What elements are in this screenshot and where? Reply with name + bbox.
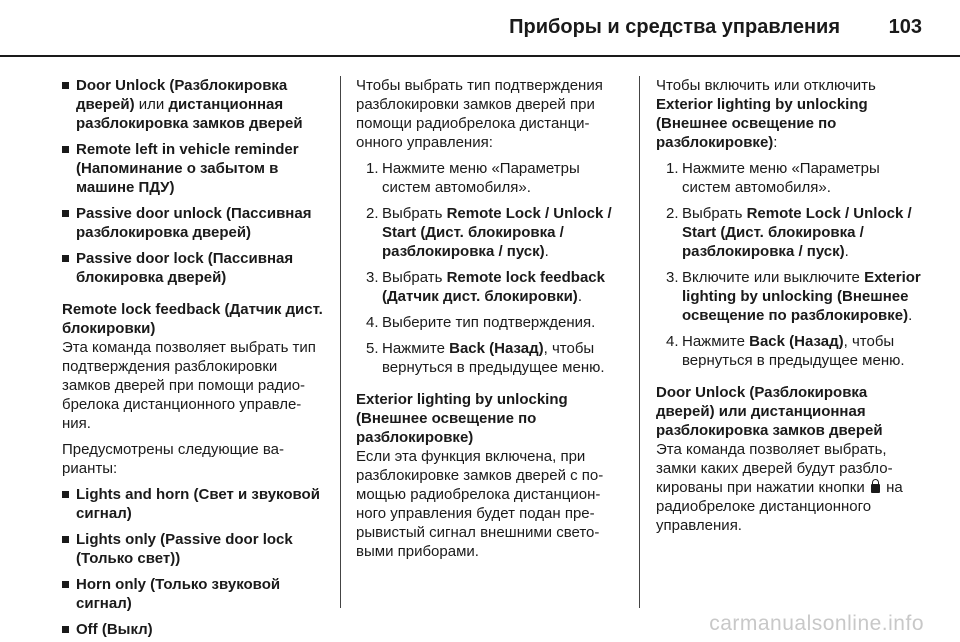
column-right [656,76,926,602]
section-heading: Door Unlock (Разблокировка дверей) или дистанционная разблокировка замков дверей [656,384,883,439]
bullet-icon [62,536,69,543]
steps-list [656,159,926,370]
steps-list [356,159,624,377]
step-menu-label: Back (Назад) [749,333,844,350]
step-text: Выбрать [682,205,747,222]
step-number: 4. [366,314,379,331]
step-text: , чтобы вернуться в предыдущее меню. [382,340,605,376]
section-body-text: Эта команда позволяет выбрать, замки каких дверей будут разбло-кированы при нажатии кнопки [656,441,893,496]
watermark: carmanualsonline.info [709,612,924,635]
step-text: Включите или выключите [682,269,865,286]
step-number: 1. [366,160,379,177]
step-number: 5. [366,340,379,357]
list-item [62,249,324,287]
step-menu-label: Exterior lighting by unlocking (Внешнее освещение по разблокировке) [682,269,921,324]
list-item-label: дистанционная разблокировка замков дверей [76,96,303,132]
intro-text-end: : [773,134,778,151]
list-item-label: Off (Выкл) [76,621,153,638]
section-body [656,440,926,535]
list-item-label: Lights and horn (Свет и звуковой сигнал) [76,486,320,522]
list-item [62,530,324,568]
step-number: 4. [666,333,679,350]
step-number: 2. [366,205,379,222]
column-divider [639,76,640,608]
list-item-label: Door Unlock (Разблокировка дверей) [76,77,288,113]
step-text: . [844,243,849,260]
step-text: Выберите тип подтверждения. [382,314,596,331]
section-exterior-lighting [356,390,624,561]
section-door-unlock [656,383,926,535]
list-item-label: Passive door unlock (Пассивная разблокировка дверей) [76,205,312,241]
step-item [656,268,926,325]
section-remote-lock-feedback [62,300,324,478]
section-heading: Exterior lighting by unlocking (Внешнее освещение по разблокировке) [356,391,568,446]
section-heading: Remote lock feedback (Датчик дист. блокировки) [62,301,323,337]
section-intro: Предусмотрены следующие ва-рианты: [62,441,284,477]
step-text: Нажмите меню «Параметры систем автомобиля». [382,160,580,196]
section-body: Эта команда позволяет выбрать тип подтверждения разблокировки замков дверей при помощи радио-брелока дистанционного управле-ния. [62,339,316,432]
intro-text: Чтобы выбрать тип подтверждения разблокировки замков дверей при помощи радиобрелока дистанци-онного управления: [356,77,603,151]
step-text: Выбрать [382,269,447,286]
bullet-icon [62,82,69,89]
step-item [356,159,624,197]
page-title: Приборы и средства управления [509,16,840,38]
page-number: 103 [888,16,922,38]
step-text: . [577,288,582,305]
step-item [656,332,926,370]
list-item-label: Remote left in vehicle reminder (Напоминание о забытом в машине ПДУ) [76,141,299,196]
column-middle [356,76,624,602]
step-text: Нажмите [682,333,750,350]
intro-text [656,76,926,152]
step-text: Нажмите [382,340,450,357]
list-item [62,575,324,613]
intro-text-bold: Exterior lighting by unlocking (Внешнее освещение по разблокировке) [656,96,868,151]
bullet-icon [62,491,69,498]
feedback-options-list [62,485,324,639]
step-item [656,204,926,261]
bullet-icon [62,626,69,633]
column-divider [340,76,341,608]
step-menu-label: Remote Lock / Unlock / Start (Дист. блокировка / разблокировка / пуск) [382,205,612,260]
bullet-icon [62,581,69,588]
options-list [62,76,324,287]
step-text: , чтобы вернуться в предыдущее меню. [682,333,905,369]
step-menu-label: Remote Lock / Unlock / Start (Дист. блокировка / разблокировка / пуск) [682,205,912,260]
step-text: Выбрать [382,205,447,222]
step-item [356,313,624,332]
list-item [62,620,324,639]
step-text: Нажмите меню «Параметры систем автомобиля». [682,160,880,196]
bullet-icon [62,210,69,217]
section-body-text: на радиобрелоке дистанционного управления. [656,479,903,534]
list-item [62,204,324,242]
step-text: . [544,243,549,260]
step-number: 3. [366,269,379,286]
list-item [62,140,324,197]
list-item-label: Lights only (Passive door lock (Только свет)) [76,531,293,567]
section-body: Если эта функция включена, при разблокировке замков дверей с по-мощью радиобрелока дистанцион-ного управления будет подан пре-рывистый сигнал внешними свето-выми приборами. [356,448,604,560]
step-number: 1. [666,160,679,177]
step-menu-label: Back (Назад) [449,340,544,357]
step-menu-label: Remote lock feedback (Датчик дист. блокировки) [382,269,605,305]
step-item [356,268,624,306]
page-header [0,0,960,52]
step-number: 3. [666,269,679,286]
step-item [656,159,926,197]
bullet-icon [62,146,69,153]
step-number: 2. [666,205,679,222]
bullet-icon [62,255,69,262]
column-left [62,76,324,638]
step-item [356,204,624,261]
list-item [62,76,324,133]
list-item-text: или [134,96,169,113]
step-item [356,339,624,377]
step-text: . [908,307,913,324]
list-item-label: Horn only (Только звуковой сигнал) [76,576,281,612]
list-item-label: Passive door lock (Пассивная блокировка дверей) [76,250,294,286]
intro-text-plain: Чтобы включить или отключить [656,77,876,94]
list-item [62,485,324,523]
lock-icon [871,484,880,493]
header-rule [0,55,960,57]
